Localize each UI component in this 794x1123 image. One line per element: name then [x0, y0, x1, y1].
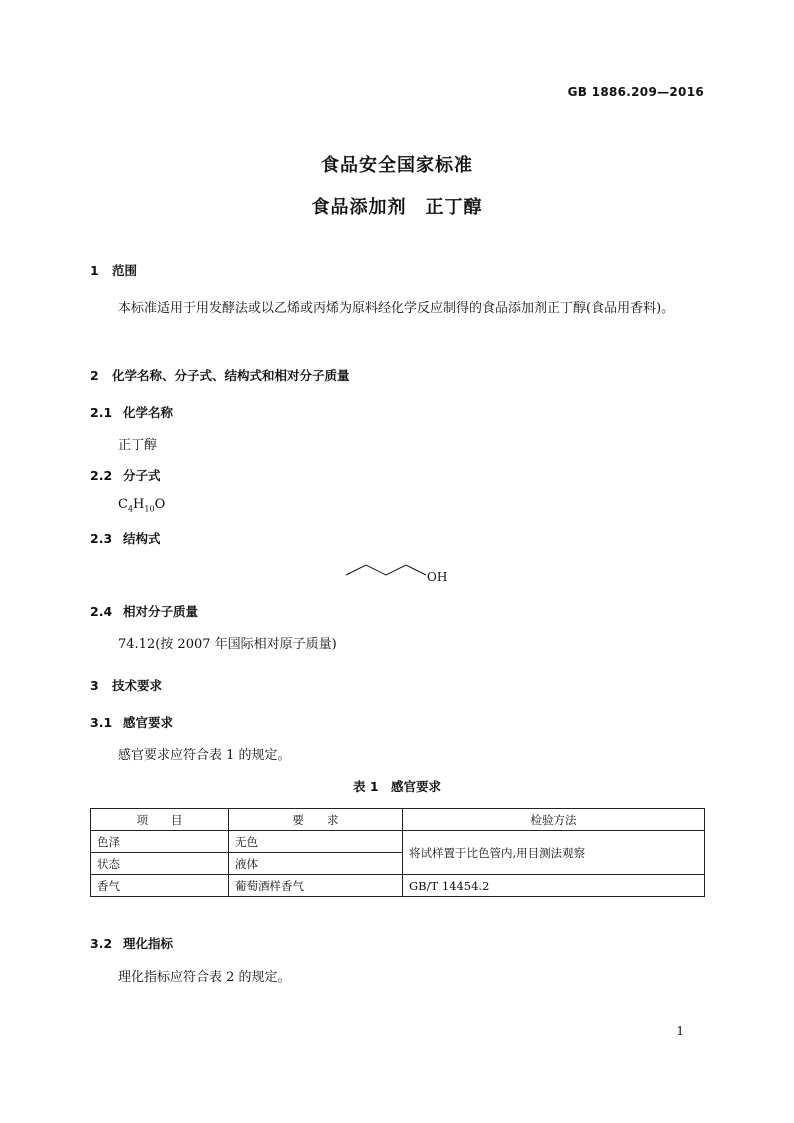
section-title: 范围 — [112, 263, 138, 278]
header-item: 项 目 — [91, 809, 229, 831]
section-1-text: 本标准适用于用发酵法或以乙烯或丙烯为原料经化学反应制得的食品添加剂正丁醇(食品用香料)。 — [118, 301, 675, 316]
section-3-2-heading — [90, 934, 173, 952]
section-number: 3 — [90, 678, 99, 693]
section-1-heading — [90, 261, 137, 279]
cell-item: 色泽 — [91, 831, 229, 853]
table-1-caption: 表 1 感官要求 — [352, 779, 442, 794]
section-2-2-heading — [90, 466, 161, 484]
section-3-1-heading — [90, 713, 173, 731]
section-2-1-heading — [90, 403, 173, 421]
section-title: 分子式 — [123, 468, 161, 483]
section-3-1-text: 感官要求应符合表 1 的规定。 — [118, 748, 291, 763]
table-row — [91, 831, 705, 853]
section-title: 化学名称、分子式、结构式和相对分子质量 — [112, 368, 350, 383]
cell-test-method: GB/T 14454.2 — [403, 875, 705, 897]
cell-item: 香气 — [91, 875, 229, 897]
carbon-chain — [346, 565, 426, 575]
cell-requirement: 无色 — [229, 831, 403, 853]
section-3-heading — [90, 676, 162, 694]
section-number: 3.2 — [90, 936, 113, 951]
section-title: 化学名称 — [123, 405, 174, 420]
section-title: 相对分子质量 — [123, 604, 199, 619]
section-number: 2.4 — [90, 604, 113, 619]
section-2-3-heading — [90, 529, 161, 547]
section-2-heading — [90, 366, 350, 384]
standard-code: GB 1886.209—2016 — [567, 85, 704, 99]
cell-item: 状态 — [91, 853, 229, 875]
hydroxyl-label: OH — [427, 570, 448, 584]
section-title: 感官要求 — [123, 715, 174, 730]
header-requirement: 要 求 — [229, 809, 403, 831]
section-number: 2.2 — [90, 468, 113, 483]
section-title: 结构式 — [123, 531, 161, 546]
page-number: 1 — [676, 1024, 684, 1038]
section-2-4-heading — [90, 602, 198, 620]
section-number: 2.1 — [90, 405, 113, 420]
section-number: 1 — [90, 263, 99, 278]
doc-title-line2: 食品添加剂 正丁醇 — [311, 197, 483, 218]
section-title: 技术要求 — [112, 678, 163, 693]
section-3-2-text: 理化指标应符合表 2 的规定。 — [118, 970, 291, 985]
sensory-requirements-table — [90, 808, 705, 897]
doc-title-line1: 食品安全国家标准 — [321, 155, 473, 176]
section-title: 理化指标 — [123, 936, 174, 951]
chemical-name: 正丁醇 — [118, 438, 158, 453]
cell-requirement: 葡萄酒样香气 — [229, 875, 403, 897]
cell-requirement: 液体 — [229, 853, 403, 875]
molecular-mass: 74.12(按 2007 年国际相对原子质量) — [118, 637, 337, 652]
header-test-method: 检验方法 — [403, 809, 705, 831]
section-number: 2 — [90, 368, 99, 383]
table-header-row — [91, 809, 705, 831]
molecular-formula: $C_4H_{10}O$ — [118, 497, 166, 514]
table-row — [91, 875, 705, 897]
structural-formula — [340, 560, 460, 590]
cell-test-method-merged: 将试样置于比色管内,用目测法观察 — [403, 831, 705, 875]
section-number: 2.3 — [90, 531, 113, 546]
section-number: 3.1 — [90, 715, 113, 730]
